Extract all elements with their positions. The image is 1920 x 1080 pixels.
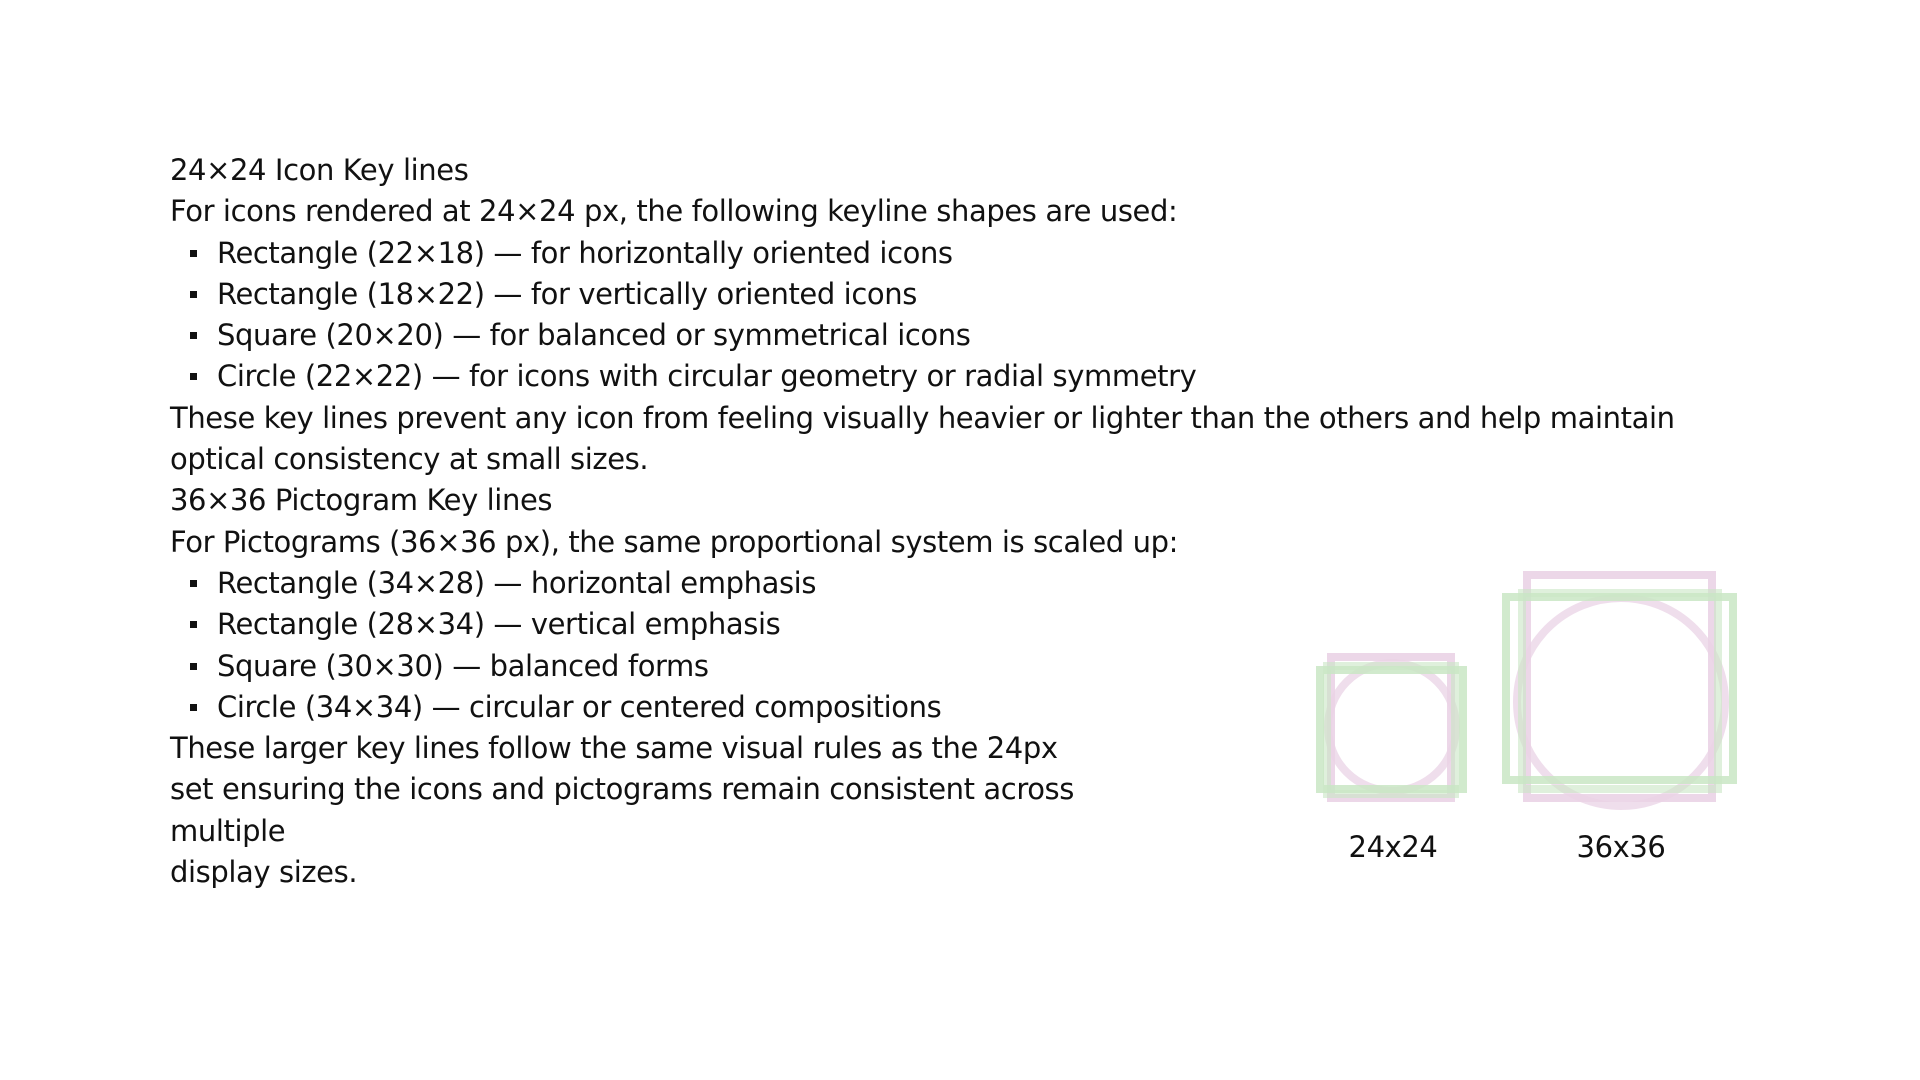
keyline-list-24 [170,233,1770,398]
caption-24x24: 24x24 [1348,830,1438,864]
section-heading-36: 36×36 Pictogram Key lines [170,483,553,518]
square-bullet-icon [190,663,197,670]
keyline-36-group [1506,575,1733,806]
keyline-36-horizontal-rect [1506,597,1733,780]
list-item-text: Circle (22×22) — for icons with circular geometry or radial symmetry [217,359,1197,394]
square-bullet-icon [190,621,197,628]
square-bullet-icon [190,332,197,339]
list-item-text: Rectangle (28×34) — vertical emphasis [217,607,781,642]
section-intro-24: For icons rendered at 24×24 px, the following keyline shapes are used: [170,194,1178,229]
square-bullet-icon [190,373,197,380]
section-heading-24: 24×24 Icon Key lines [170,153,469,187]
section-outro-24: These key lines prevent any icon from feeling visually heavier or lighter than the others and help maintain optical consistency at small sizes. [170,400,1675,477]
keyline-36-circle [1517,598,1725,806]
keyline-illustration [1300,560,1770,820]
list-item [170,274,1770,315]
keyline-24-group [1320,657,1463,798]
list-item-text: Rectangle (22×18) — for horizontally oriented icons [217,235,953,270]
outro-line: display sizes. [170,855,358,890]
outro-line: These larger key lines follow the same visual rules as the 24px [170,731,1058,766]
caption-36x36: 36x36 [1576,830,1666,864]
outro-line: set ensuring the icons and pictograms remain consistent across multiple [170,772,1074,848]
keyline-24-circle [1328,663,1456,791]
list-item-text: Square (20×20) — for balanced or symmetrical icons [217,318,971,353]
square-bullet-icon [190,250,197,257]
list-item-text: Rectangle (34×28) — horizontal emphasis [217,565,817,600]
square-bullet-icon [190,580,197,587]
keyline-36-vertical-rect [1527,575,1712,798]
list-item-text: Rectangle (18×22) — for vertically oriented icons [217,276,917,311]
section-intro-36: For Pictograms (36×36 px), the same proportional system is scaled up: [170,524,1178,559]
list-item [170,233,1770,274]
section-outro-36 [170,728,1190,893]
list-item [170,315,1770,356]
square-bullet-icon [190,704,197,711]
list-item-text: Circle (34×34) — circular or centered compositions [217,689,942,724]
square-bullet-icon [190,291,197,298]
list-item [170,356,1770,397]
keyline-figure [1300,560,1770,880]
list-item-text: Square (30×30) — balanced forms [217,648,709,683]
